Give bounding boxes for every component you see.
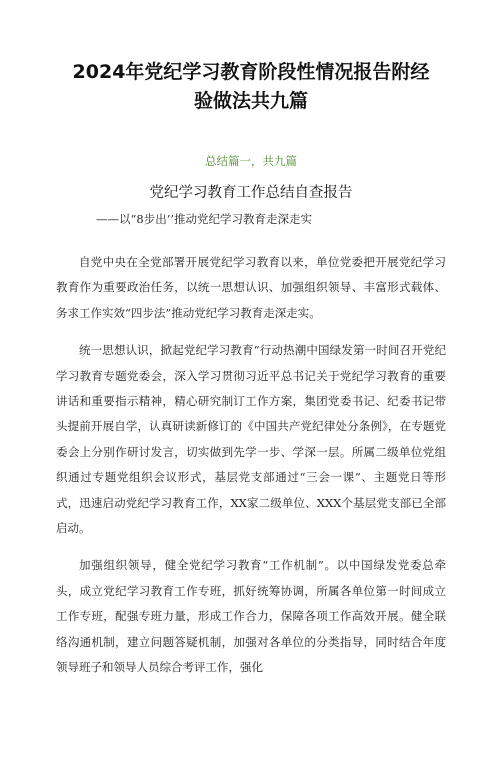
paragraph-thought-unity: 统一思想认识，掀起党纪学习教育“行动热潮中国绿发第一时间召开党纪学习教育专题党委会，深入学习贯彻习近平总书记关于党纪学习教育的重要讲话和重要指示精神，精心研究制订工作方案，集团党委书记、纪委书记带头提前开展自学，认真研读新修订的《中国共产党纪律处分条例》，在专题党委会上分别作研讨发言，切实做到先学一步、学深一层。所属二级单位党组织通过专题党组织会议形式，基层党支部通过“三会一课”、主题党日等形式，迅速启动党纪学习教育工作，XX家二级单位、XXX个基层党支部已全部启动。 <box>56 343 446 536</box>
paragraph-intro: 自党中央在全党部署开展党纪学习教育以来，单位党委把开展党纪学习教育作为重要政治任务，以统一思想认识、加强组织领导、丰富形式载体、务求工作实效“四步法”推动党纪学习教育走深走实。 <box>56 255 446 320</box>
paragraph-leadership: 加强组织领导，健全党纪学习教育“工作机制”。以中国绿发党委总牵头，成立党纪学习教育工作专班，抓好统筹协调，所属各单位第一时间成立工作专班，配强专班力量，形成工作合力，保障各项工作高效开展。健全联络沟通机制，建立问题答疑机制，加强对各单位的分类指导，同时结合年度领导班子和领导人员综合考评工作，强化 <box>56 558 446 675</box>
document-page <box>0 58 500 765</box>
section-label: 总结篇一，共九篇 <box>205 154 297 168</box>
report-title: 党纪学习教育工作总结自查报告 <box>149 185 353 201</box>
report-subtitle: ——以“8步出’’推动党纪学习教育走深走实 <box>96 212 313 226</box>
document-title: 2024年党纪学习教育阶段性情况报告附经验做法共九篇 <box>72 61 430 112</box>
